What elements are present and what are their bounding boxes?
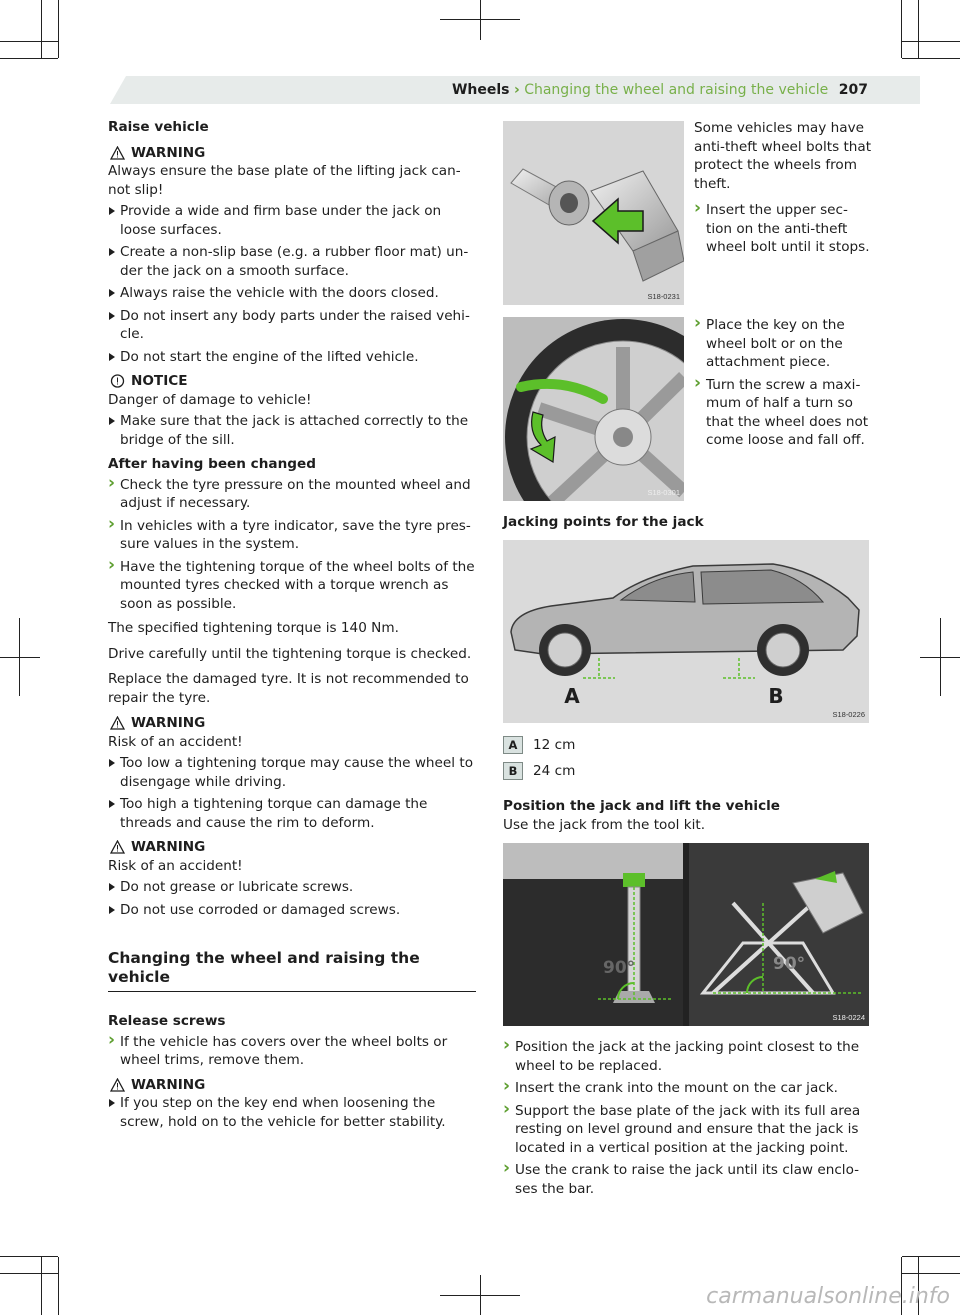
crop-mark bbox=[19, 618, 20, 696]
legend-value: 24 cm bbox=[533, 762, 576, 779]
list-item: Always raise the vehicle with the doors closed. bbox=[108, 284, 476, 303]
position-steps bbox=[503, 1038, 873, 1198]
list-item: › Position the jack at the jacking point closest to the wheel to be replaced. bbox=[503, 1038, 873, 1075]
list-item: › In vehicles with a tyre indicator, save the tyre pres-sure values in the system. bbox=[108, 517, 476, 554]
header-subsection: Changing the wheel and raising the vehicle bbox=[524, 82, 829, 98]
warning-text: Risk of an accident! bbox=[108, 733, 243, 750]
crop-mark bbox=[902, 41, 960, 42]
crop-mark bbox=[0, 657, 40, 658]
crop-mark bbox=[902, 58, 960, 59]
list-item: Create a non-slip base (e.g. a rubber floor mat) un-der the jack on a smooth surface. bbox=[108, 243, 476, 280]
crop-mark bbox=[902, 1256, 960, 1257]
list-item: › Place the key on the wheel bolt or on the attachment piece. bbox=[694, 316, 872, 372]
notice-label: NOTICE bbox=[131, 373, 188, 389]
warning-list bbox=[108, 754, 476, 832]
drive-text: Drive carefully until the tightening torque is checked. bbox=[108, 645, 472, 662]
list-item: Make sure that the jack is attached correctly to the bridge of the sill. bbox=[108, 412, 476, 449]
figure-code: S18-0224 bbox=[832, 1013, 865, 1022]
crop-mark bbox=[58, 1257, 59, 1315]
warning-box-3 bbox=[108, 838, 476, 919]
page-header bbox=[452, 80, 868, 100]
list-item: Provide a wide and firm base under the jack on loose surfaces. bbox=[108, 202, 476, 239]
notice-list bbox=[108, 412, 476, 449]
figure-jacking-points bbox=[503, 540, 869, 723]
section-title: Changing the wheel and raising the vehicle bbox=[108, 949, 476, 992]
list-item: Do not use corroded or damaged screws. bbox=[108, 901, 476, 920]
list-item: › Support the base plate of the jack with its full area resting on level ground and ensure that the jack is located in a vertical position at the jacking point. bbox=[503, 1102, 873, 1158]
warning-box-1 bbox=[108, 144, 476, 367]
release-screws-title: Release screws bbox=[108, 1013, 226, 1029]
crop-mark bbox=[58, 0, 59, 58]
wheel-key-illustration bbox=[503, 317, 684, 501]
list-item: › Check the tyre pressure on the mounted wheel and adjust if necessary. bbox=[108, 476, 476, 513]
anti-theft-text: Some vehicles may have anti-theft wheel bolts that protect the wheels from theft. bbox=[694, 120, 872, 192]
raise-vehicle-title: Raise vehicle bbox=[108, 119, 209, 135]
crop-mark bbox=[480, 0, 481, 40]
car-side-view-illustration bbox=[503, 540, 869, 723]
fig1-text-block bbox=[694, 119, 872, 263]
warning-text: Always ensure the base plate of the lifting jack can-not slip! bbox=[108, 163, 461, 198]
page-number: 207 bbox=[838, 82, 868, 98]
list-item: Do not insert any body parts under the raised vehi-cle. bbox=[108, 307, 476, 344]
after-changed-list bbox=[108, 476, 476, 614]
warning-triangle-icon bbox=[110, 840, 125, 854]
warning-label: WARNING bbox=[131, 144, 206, 161]
release-screws-list bbox=[108, 1033, 476, 1070]
warning-triangle-icon bbox=[110, 716, 125, 730]
crop-mark bbox=[41, 1257, 42, 1315]
position-block bbox=[503, 797, 873, 834]
warning-heading bbox=[108, 1076, 476, 1095]
crop-mark bbox=[0, 1256, 58, 1257]
list-item: › Insert the upper sec-tion on the anti-theft wheel bolt until it stops. bbox=[694, 201, 872, 257]
angle-label-right: 90° bbox=[773, 954, 806, 974]
position-title: Position the jack and lift the vehicle bbox=[503, 798, 781, 814]
list-item: › Have the tightening torque of the wheel bolts of the mounted tyres checked with a torque wrench as soon as possible. bbox=[108, 558, 476, 614]
watermark: carmanualsonline.info bbox=[706, 1284, 950, 1309]
warning-heading bbox=[108, 714, 476, 733]
torque-text: The specified tightening torque is 140 Nm. bbox=[108, 620, 399, 636]
warning-label: WARNING bbox=[131, 839, 206, 855]
figure-code: S18-0231 bbox=[647, 292, 680, 301]
warning-text: Risk of an accident! bbox=[108, 857, 243, 874]
crop-mark bbox=[0, 41, 58, 42]
header-section: Wheels bbox=[451, 82, 510, 98]
figure-jack-positioning bbox=[503, 843, 869, 1026]
jacking-points-title: Jacking points for the jack bbox=[503, 514, 704, 530]
legend-key: A bbox=[503, 736, 523, 754]
fig2-text-block bbox=[694, 316, 872, 456]
list-item: › If the vehicle has covers over the wheel bolts or wheel trims, remove them. bbox=[108, 1033, 476, 1070]
jacking-point-label-b: B bbox=[768, 684, 784, 708]
list-item: Do not start the engine of the lifted vehicle. bbox=[108, 348, 476, 367]
warning-label: WARNING bbox=[131, 715, 206, 731]
warning-triangle-icon bbox=[110, 1078, 125, 1092]
figure-wheel-key bbox=[503, 317, 684, 501]
wheel-key-steps bbox=[694, 316, 872, 450]
legend-value: 12 cm bbox=[533, 737, 576, 753]
notice-heading bbox=[108, 372, 476, 391]
angle-label-left: 90° bbox=[603, 958, 636, 978]
warning-list bbox=[108, 1094, 476, 1131]
jacking-legend bbox=[503, 736, 575, 787]
crop-mark bbox=[480, 1275, 481, 1315]
warning-triangle-icon bbox=[110, 146, 125, 160]
list-item: › Insert the crank into the mount on the car jack. bbox=[503, 1079, 873, 1098]
jack-positioning-illustration bbox=[503, 843, 869, 1026]
warning-box-4 bbox=[108, 1076, 476, 1132]
legend-key: B bbox=[503, 762, 523, 780]
list-item: › Use the crank to raise the jack until its claw enclo-ses the bar. bbox=[503, 1161, 873, 1198]
figure-code: S18-0226 bbox=[832, 710, 865, 719]
crop-mark bbox=[41, 0, 42, 58]
crop-mark bbox=[901, 0, 902, 58]
notice-text: Danger of damage to vehicle! bbox=[108, 391, 312, 408]
crop-mark bbox=[902, 1273, 960, 1274]
crop-mark bbox=[940, 618, 941, 696]
list-item: Too high a tightening torque can damage the threads and cause the rim to deform. bbox=[108, 795, 476, 832]
list-item: › Turn the screw a maxi-mum of half a turn so that the wheel does not come loose and fall off. bbox=[694, 376, 872, 450]
crop-mark bbox=[918, 0, 919, 58]
list-item: Do not grease or lubricate screws. bbox=[108, 878, 476, 897]
anti-theft-steps bbox=[694, 201, 872, 257]
figure-anti-theft-bolt bbox=[503, 121, 684, 305]
replace-text: Replace the damaged tyre. It is not recommended to repair the tyre. bbox=[108, 671, 469, 706]
list-item: If you step on the key end when loosening the screw, hold on to the vehicle for better stability. bbox=[108, 1094, 476, 1131]
notice-info-icon bbox=[110, 374, 125, 388]
warning-box-2 bbox=[108, 714, 476, 832]
crop-mark bbox=[0, 58, 58, 59]
breadcrumb-separator: › bbox=[513, 82, 520, 98]
list-item: Too low a tightening torque may cause the wheel to disengage while driving. bbox=[108, 754, 476, 791]
left-column bbox=[108, 118, 476, 1137]
warning-list bbox=[108, 878, 476, 919]
warning-heading bbox=[108, 838, 476, 857]
warning-list bbox=[108, 202, 476, 366]
after-changed-title: After having been changed bbox=[108, 456, 316, 472]
jacking-point-label-a: A bbox=[564, 684, 580, 708]
notice-box bbox=[108, 372, 476, 449]
anti-theft-bolt-illustration bbox=[503, 121, 684, 305]
crop-mark bbox=[0, 1273, 58, 1274]
figure-code: S18-0301 bbox=[647, 488, 680, 497]
legend-row bbox=[503, 762, 575, 781]
legend-row bbox=[503, 736, 575, 755]
warning-heading bbox=[108, 144, 476, 163]
warning-label: WARNING bbox=[131, 1076, 206, 1093]
position-text: Use the jack from the tool kit. bbox=[503, 816, 706, 833]
position-steps-block bbox=[503, 1038, 873, 1204]
